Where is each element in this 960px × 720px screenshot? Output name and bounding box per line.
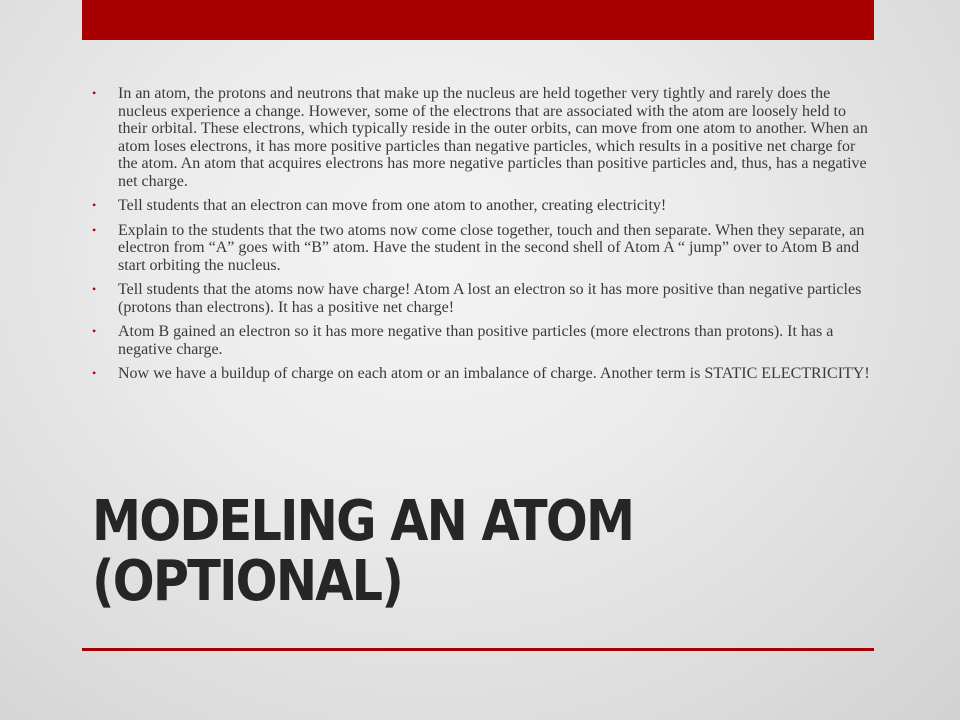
title-line-2: (OPTIONAL)	[92, 549, 403, 614]
bullet-text: Now we have a buildup of charge on each atom or an imbalance of charge. Another term is STATIC ELECTRICITY!	[118, 365, 870, 382]
bullet-icon: •	[92, 198, 97, 212]
bullet-list	[92, 85, 874, 390]
list-item	[92, 85, 874, 190]
bullet-icon: •	[92, 324, 97, 338]
title-underline	[82, 648, 874, 651]
bullet-icon: •	[92, 366, 97, 380]
list-item	[92, 365, 874, 383]
bullet-text: Tell students that the atoms now have charge! Atom A lost an electron so it has more positive than negative particles (protons than electrons). It has a positive net charge!	[118, 281, 862, 316]
bullet-icon: •	[92, 86, 97, 100]
list-item	[92, 281, 874, 316]
list-item	[92, 323, 874, 358]
bullet-text: Explain to the students that the two atoms now come close together, touch and then separate. When they separate, an electron from “A” goes with “B” atom. Have the student in the second shell of Atom A “ jump” over to Atom B and start orbiting the nucleus.	[118, 221, 865, 274]
bullet-text: In an atom, the protons and neutrons that make up the nucleus are held together very tightly and rarely does the nucleus experience a change. However, some of the electrons that are associated with the atom are loosely held to their orbital. These electrons, which typically reside in the outer orbits, can move from one atom to another. When an atom loses electrons, it has more positive particles than negative particles, which results in a positive net charge for the atom. An atom that acquires electrons has more negative particles than positive particles and, thus, has a negative net charge.	[118, 85, 868, 190]
bullet-icon: •	[92, 282, 97, 296]
list-item	[92, 197, 874, 215]
title-line-1: MODELING AN ATOM	[92, 489, 634, 554]
bullet-text: Tell students that an electron can move from one atom to another, creating electricity!	[118, 197, 667, 214]
top-accent-bar	[82, 0, 874, 40]
list-item	[92, 222, 874, 275]
bullet-text: Atom B gained an electron so it has more negative than positive particles (more electrons than protons). It has a negative charge.	[118, 323, 834, 358]
bullet-icon: •	[92, 222, 97, 237]
slide-title	[92, 489, 780, 614]
